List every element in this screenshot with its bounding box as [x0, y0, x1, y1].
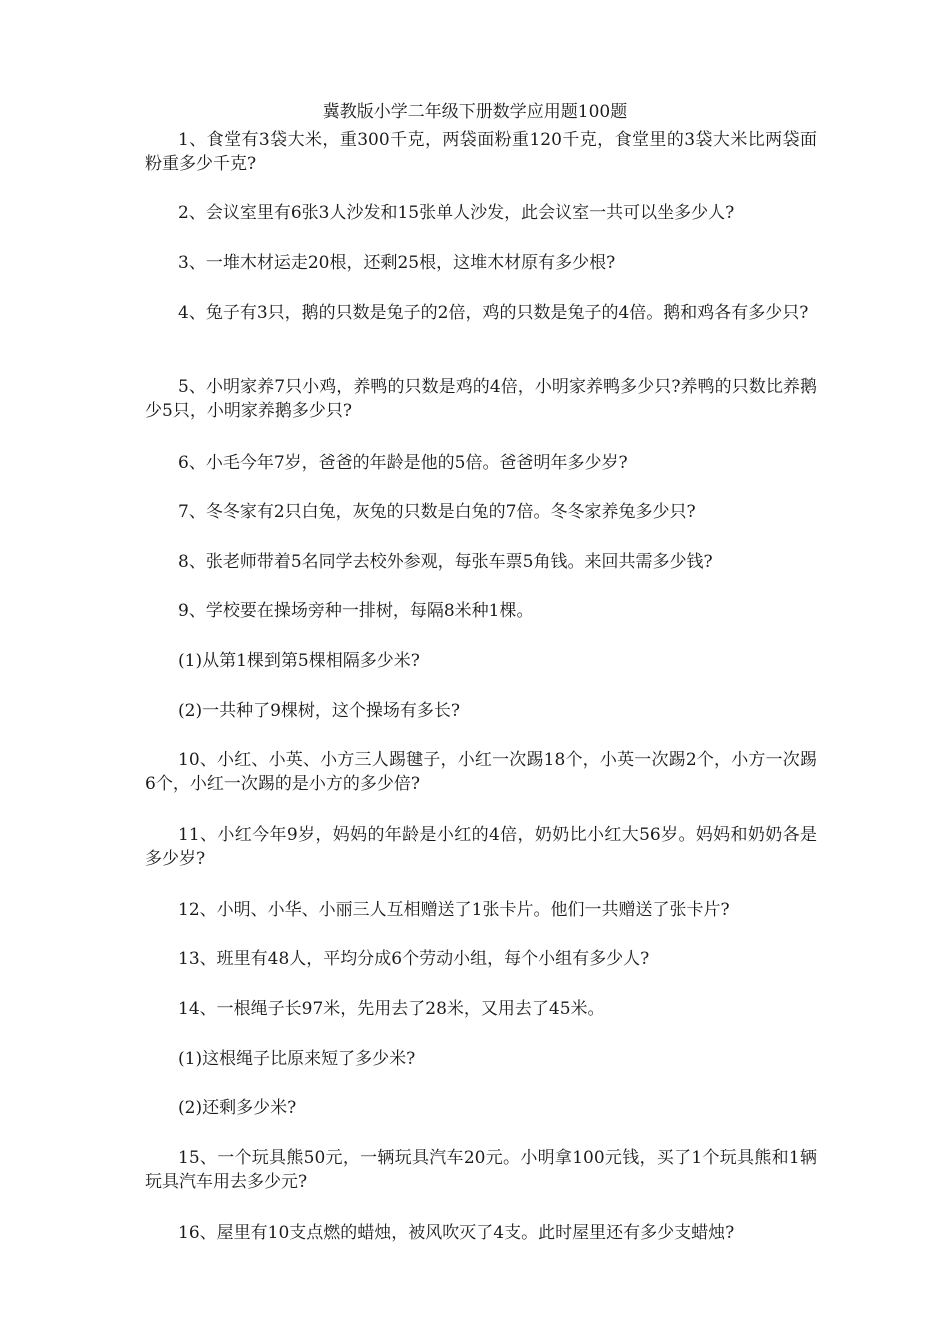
document-title: 冀教版小学二年级下册数学应用题100题 [322, 102, 628, 122]
question-11: 11、小红今年9岁，妈妈的年龄是小红的4倍，奶奶比小红大56岁。妈妈和奶奶各是多少岁? [145, 825, 817, 869]
question-9-part-1: (1)从第1棵到第5棵相隔多少米? [178, 651, 420, 671]
question-7: 7、冬冬家有2只白兔，灰兔的只数是白兔的7倍。冬冬家养兔多少只? [178, 502, 696, 522]
question-14-part-2: (2)还剩多少米? [178, 1098, 297, 1118]
question-8: 8、张老师带着5名同学去校外参观，每张车票5角钱。来回共需多少钱? [178, 552, 713, 572]
question-15: 15、一个玩具熊50元，一辆玩具汽车20元。小明拿100元钱，买了1个玩具熊和1辆玩具汽车用去多少元? [145, 1148, 817, 1192]
question-13: 13、班里有48人，平均分成6个劳动小组，每个小组有多少人? [178, 949, 650, 969]
question-4: 4、兔子有3只，鹅的只数是兔子的2倍，鸡的只数是兔子的4倍。鹅和鸡各有多少只? [178, 303, 809, 323]
question-1: 1、食堂有3袋大米，重300千克，两袋面粉重120千克，食堂里的3袋大米比两袋面粉重多少千克? [145, 130, 817, 174]
question-14-part-1: (1)这根绳子比原来短了多少米? [178, 1049, 416, 1069]
question-5: 5、小明家养7只小鸡，养鸭的只数是鸡的4倍，小明家养鸭多少只?养鸭的只数比养鹅少5只，小明家养鹅多少只? [145, 377, 817, 421]
question-9-part-2: (2)一共种了9棵树，这个操场有多长? [178, 701, 461, 721]
question-12: 12、小明、小华、小丽三人互相赠送了1张卡片。他们一共赠送了张卡片? [178, 900, 730, 920]
question-9: 9、学校要在操场旁种一排树，每隔8米种1棵。 [178, 601, 534, 621]
question-3: 3、一堆木材运走20根，还剩25根，这堆木材原有多少根? [178, 253, 616, 273]
question-6: 6、小毛今年7岁，爸爸的年龄是他的5倍。爸爸明年多少岁? [178, 453, 628, 473]
question-16: 16、屋里有10支点燃的蜡烛，被风吹灭了4支。此时屋里还有多少支蜡烛? [178, 1223, 735, 1243]
question-2: 2、会议室里有6张3人沙发和15张单人沙发，此会议室一共可以坐多少人? [178, 203, 735, 223]
question-14: 14、一根绳子长97米，先用去了28米，又用去了45米。 [178, 999, 605, 1019]
question-10: 10、小红、小英、小方三人踢毽子，小红一次踢18个，小英一次踢2个，小方一次踢6个，小红一次踢的是小方的多少倍? [145, 750, 817, 794]
